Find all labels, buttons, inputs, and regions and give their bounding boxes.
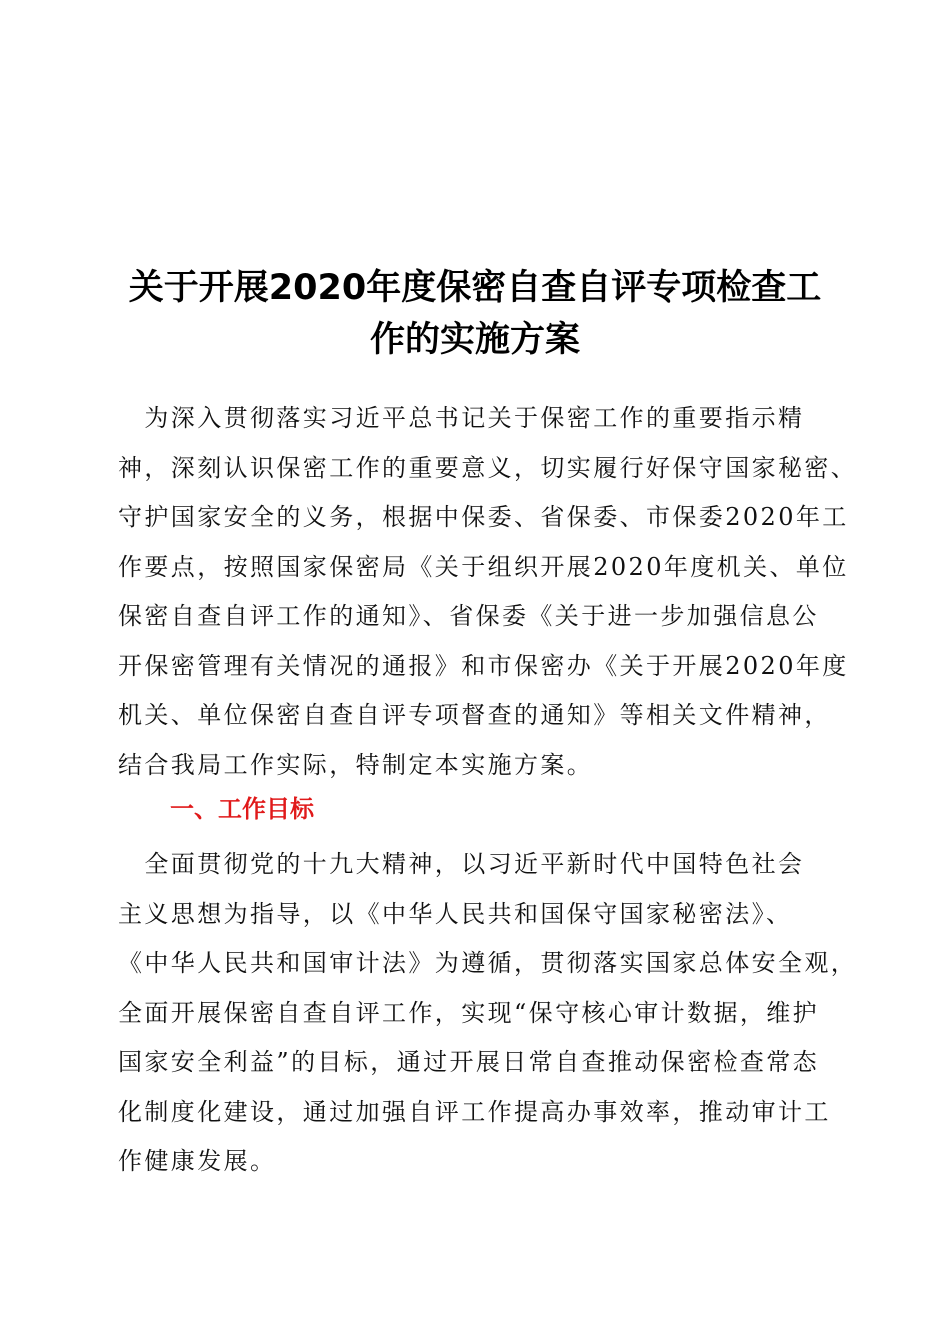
paragraph-line: 全面贯彻党的十九大精神，以习近平新时代中国特色社会 bbox=[118, 850, 805, 878]
paragraph-line: 作健康发展。 bbox=[118, 1147, 277, 1175]
intro-paragraph bbox=[118, 394, 858, 790]
paragraph-line: 保密自查自评工作的通知》、省保委《关于进一步加强信息公 bbox=[118, 602, 819, 630]
paragraph-line: 守护国家安全的义务，根据中保委、省保委、市保委2020年工 bbox=[118, 503, 849, 531]
paragraph-line: 机关、单位保密自查自评专项督查的通知》等相关文件精神， bbox=[118, 701, 831, 729]
paragraph-line: 化制度化建设，通过加强自评工作提高办事效率，推动审计工 bbox=[118, 1097, 831, 1126]
paragraph-line: 《中华人民共和国审计法》为遵循，贯彻落实国家总体安全观， bbox=[118, 949, 858, 977]
paragraph-line: 主义思想为指导，以《中华人民共和国保守国家秘密法》、 bbox=[118, 899, 793, 928]
paragraph-line: 作要点，按照国家保密局《关于组织开展2020年度机关、单位 bbox=[118, 552, 849, 581]
paragraph-line: 开保密管理有关情况的通报》和市保密办《关于开展2020年度 bbox=[118, 651, 849, 680]
document-title bbox=[100, 262, 850, 366]
section-heading-work-goals: 一、工作目标 bbox=[170, 795, 314, 823]
paragraph-line: 为深入贯彻落实习近平总书记关于保密工作的重要指示精 bbox=[118, 404, 805, 432]
title-line: 作的实施方案 bbox=[369, 320, 580, 360]
paragraph-line: 神，深刻认识保密工作的重要意义，切实履行好保守国家秘密、 bbox=[118, 453, 858, 482]
goals-paragraph bbox=[118, 840, 858, 1187]
paragraph-line: 国家安全利益”的目标，通过开展日常自查推动保密检查常态 bbox=[118, 1048, 820, 1076]
paragraph-line: 全面开展保密自查自评工作，实现“保守核心审计数据，维护 bbox=[118, 998, 820, 1027]
title-line: 关于开展2020年度保密自查自评专项检查工 bbox=[128, 268, 822, 308]
paragraph-line: 结合我局工作实际，特制定本实施方案。 bbox=[118, 750, 594, 779]
